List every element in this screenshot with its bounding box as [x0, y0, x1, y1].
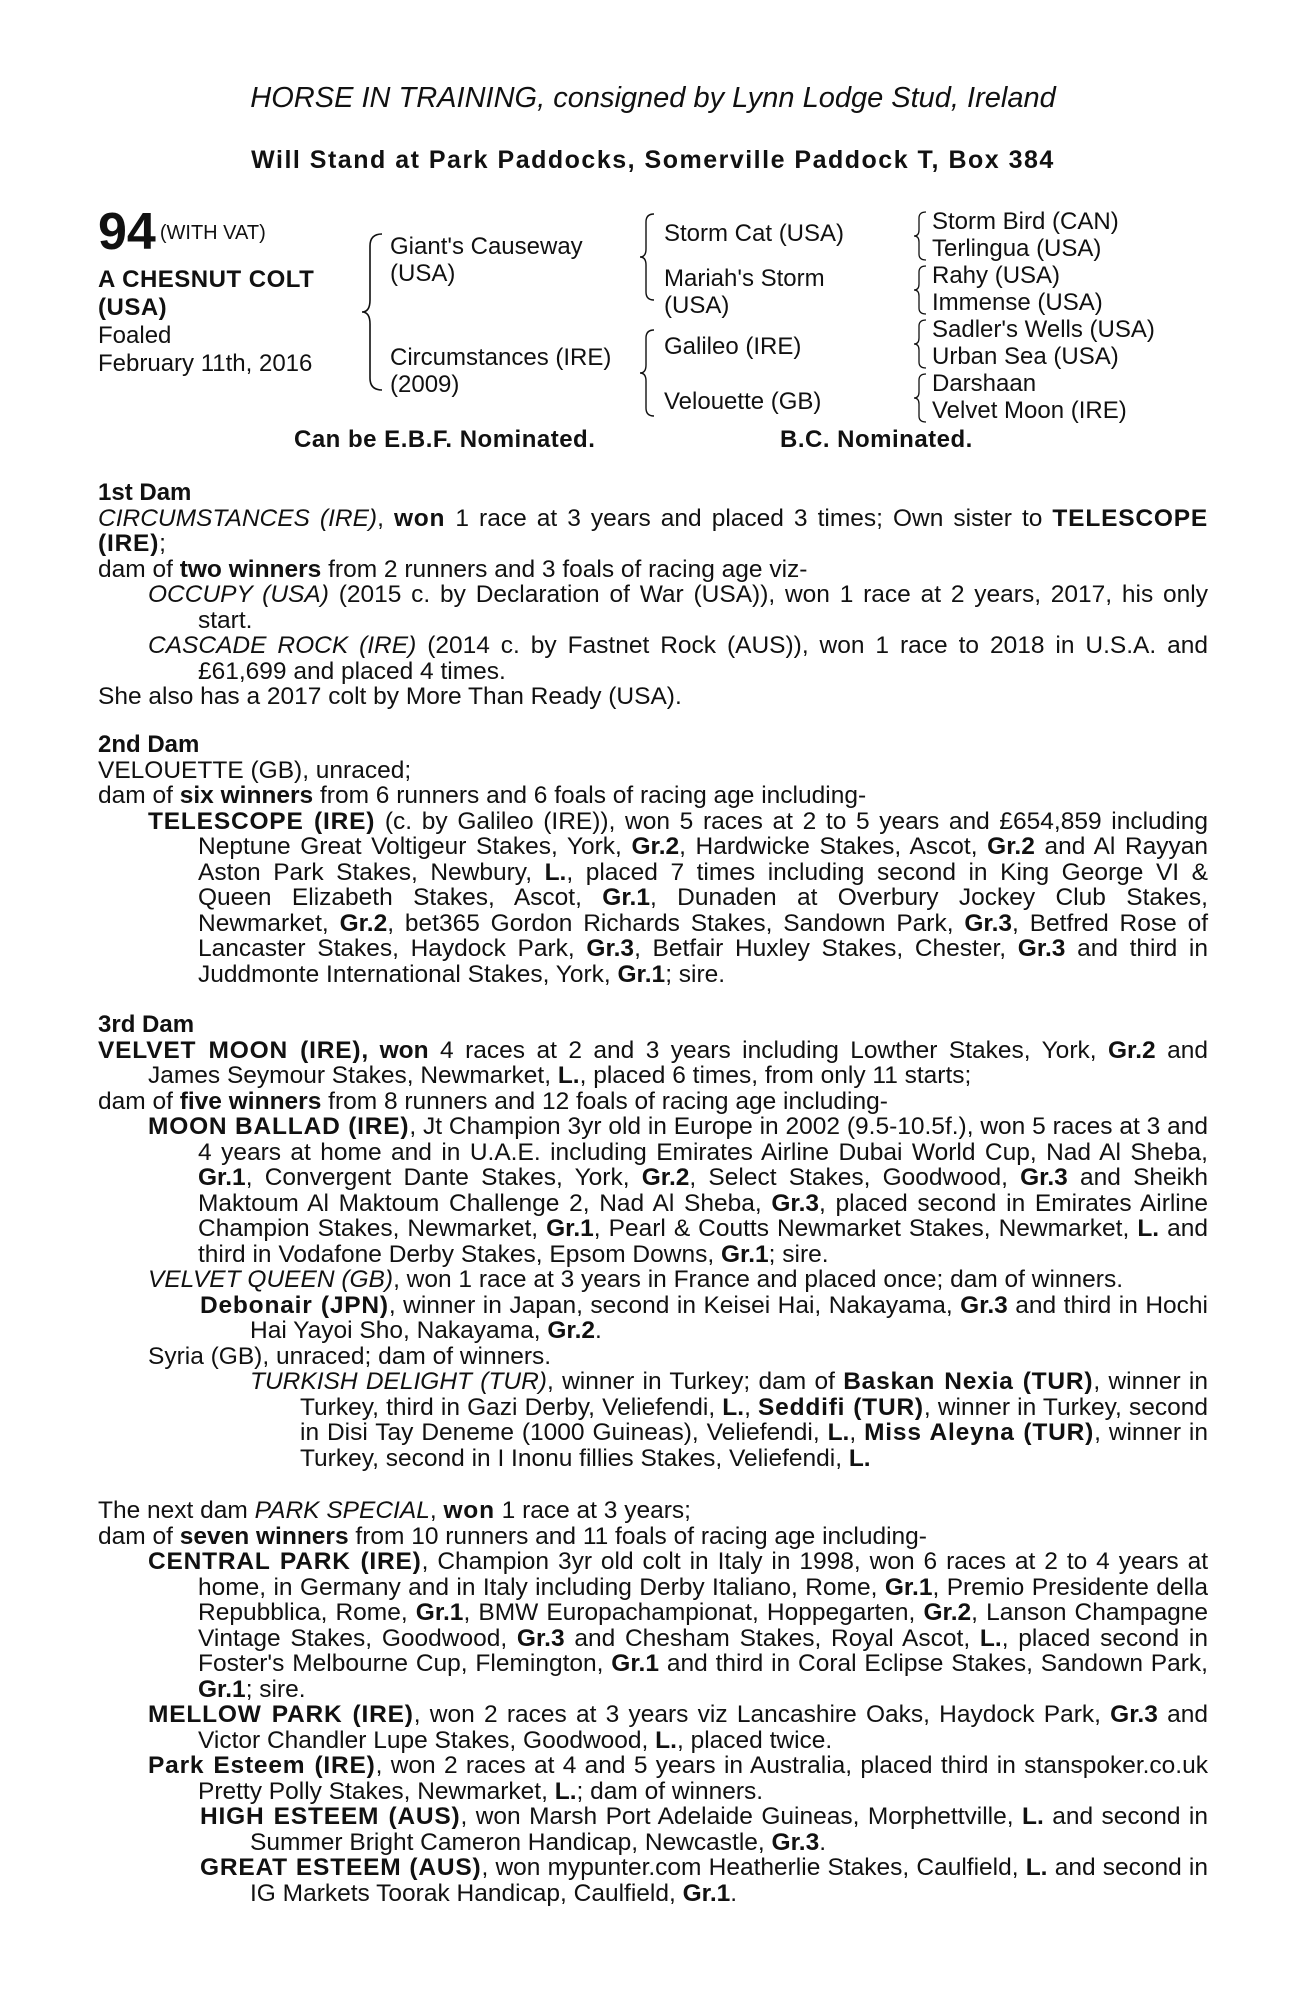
pedigree-sire: Giant's Causeway (USA) [390, 233, 583, 287]
pedigree-brace [638, 212, 656, 302]
progeny-entry: Park Esteem (IRE), won 2 races at 4 and 5 years in Australia, placed third in stanspoker.co.uk Pretty Polly Stakes, Newmarket, L.; dam of winners. [148, 1752, 1208, 1805]
progeny-entry: VELVET QUEEN (GB), won 1 race at 3 years in France and placed once; dam of winners. [148, 1266, 1124, 1293]
dam-name: CIRCUMSTANCES (IRE) [98, 504, 378, 532]
next-dam-section: The next dam PARK SPECIAL, won 1 race at 3 years; dam of seven winners from 10 runners and 11 foals of racing age including- CENTRAL PARK (IRE), Champion 3yr old colt in Italy in 1998, won 6 races at 2 to 4 years at home, in Germany and in Italy including Derby Italiano, Rome, Gr.1, Premio Presidente della Repubblica, Rome, Gr.1, BMW Europachampionat, Hoppegarten, Gr.2, Lanson Champagne Vintage Stakes, Goodwood, Gr.3 and Chesham Stakes, Royal Ascot, L., placed second in Foster's Melbourne Cup, Flemington, Gr.1 and third in Coral Eclipse Stakes, Sandown Park, Gr.1; sire. MELLOW PARK (IRE), won 2 races at 3 years viz Lancashire Oaks, Haydock Park, Gr.3 and Victor Chandler Lupe Stakes, Goodwood, L., placed twice. Park Esteem (IRE), won 2 races at 4 and 5 years in Australia, placed third in stanspoker.co.uk Pretty Polly Stakes, Newmarket, L.; dam of winners. HIGH ESTEEM (AUS), won Marsh Port Adelaide Guineas, Morphettville, L. and second in Summer Bright Cameron Handicap, Newcastle, Gr.3. GREAT ESTEEM (AUS), won mypunter.com Heatherlie Stakes, Caulfield, L. and second in IG Markets Toorak Handicap, Caulfield, Gr.1. [98, 1497, 1209, 1907]
lot-number: 94 [98, 203, 156, 261]
pedigree-gen3: Storm Bird (CAN) Terlingua (USA) Rahy (USA) Immense (USA) Sadler's Wells (USA) Urban Sea (USA) Darshaan Velvet Moon (IRE) [932, 208, 1155, 424]
section-title: 3rd Dam [98, 1011, 195, 1038]
also-note: She also has a 2017 colt by More Than Ready (USA). [98, 683, 682, 710]
lot-description-line: A CHESNUT COLT [98, 266, 315, 293]
pedigree-dam-sire: Galileo (IRE) [664, 333, 802, 360]
progeny-entry: CASCADE ROCK (IRE) (2014 c. by Fastnet Rock (AUS)), won 1 race to 2018 in U.S.A. and £61,699 and placed 4 times. [148, 632, 1208, 685]
lot-description [98, 266, 378, 322]
second-dam-section: 2nd Dam VELOUETTE (GB), unraced; dam of six winners from 6 runners and 6 foals of racing age including- TELESCOPE (IRE) (c. by Galileo (IRE)), won 5 races at 2 to 5 years and £654,859 including Neptune Great Voltigeur Stakes, York, Gr.2, Hardwicke Stakes, Ascot, Gr.2 and Al Rayyan Aston Park Stakes, Newbury, L., placed 7 times including second in King George VI & Queen Elizabeth Stakes, Ascot, Gr.1, Dunaden at Overbury Jockey Club Stakes, Newmarket, Gr.2, bet365 Gordon Richards Stakes, Sandown Park, Gr.3, Betfred Rose of Lancaster Stakes, Haydock Park, Gr.3, Betfair Huxley Stakes, Chester, Gr.3 and third in Juddmonte International Stakes, York, Gr.1; sire. [98, 731, 1209, 988]
pedigree-dam-dam: Velouette (GB) [664, 388, 822, 415]
progeny-entry: Syria (GB), unraced; dam of winners. [148, 1342, 552, 1370]
lot-block [98, 204, 378, 378]
sister-name: TELESCOPE (IRE) [98, 504, 1209, 557]
section-title: 1st Dam [98, 479, 192, 506]
third-dam-section: 3rd Dam VELVET MOON (IRE), won 4 races at 2 and 3 years including Lowther Stakes, York, Gr.2 and James Seymour Stakes, Newmarket, L., placed 6 times, from only 11 starts; dam of five winners from 8 runners and 12 foals of racing age including- MOON BALLAD (IRE), Jt Champion 3yr old in Europe in 2002 (9.5-10.5f.), won 5 races at 3 and 4 years at home and in U.A.E. including Emirates Airline Dubai World Cup, Nad Al Sheba, Gr.1, Convergent Dante Stakes, York, Gr.2, Select Stakes, Goodwood, Gr.3 and Sheikh Maktoum Al Maktoum Challenge 2, Nad Al Sheba, Gr.3, placed second in Emirates Airline Champion Stakes, Newmarket, Gr.1, Pearl & Coutts Newmarket Stakes, Newmarket, L. and third in Vodafone Derby Stakes, Epsom Downs, Gr.1; sire. VELVET QUEEN (GB), won 1 race at 3 years in France and placed once; dam of winners. Debonair (JPN), winner in Japan, second in Keisei Hai, Nakayama, Gr.3 and third in Hochi Hai Yayoi Sho, Nakayama, Gr.2. Syria (GB), unraced; dam of winners. TURKISH DELIGHT (TUR), winner in Turkey; dam of Baskan Nexia (TUR), winner in Turkey, third in Gazi Derby, Veliefendi, L., Seddifi (TUR), winner in Turkey, second in Disi Tay Deneme (1000 Guineas), Veliefendi, L., Miss Aleyna (TUR), winner in Turkey, second in I Inonu fillies Stakes, Veliefendi, L. [98, 1011, 1209, 1472]
foaled-label: Foaled [98, 322, 172, 349]
foaled-date: February 11th, 2016 [98, 350, 313, 377]
progeny-entry: TURKISH DELIGHT (TUR), winner in Turkey; dam of Baskan Nexia (TUR), winner in Turkey, third in Gazi Derby, Veliefendi, L., Seddifi (TUR), winner in Turkey, second in Disi Tay Deneme (1000 Guineas), Veliefendi, L., Miss Aleyna (TUR), winner in Turkey, second in I Inonu fillies Stakes, Veliefendi, L. [250, 1368, 1208, 1472]
first-dam-section: 1st Dam CIRCUMSTANCES (IRE), won 1 race at 3 years and placed 3 times; Own sister to TELESCOPE (IRE); dam of two winners from 2 runners and 3 foals of racing age viz- OCCUPY (USA) (2015 c. by Declaration of War (USA)), won 1 race at 2 years, 2017, his only start. CASCADE ROCK (IRE) (2014 c. by Fastnet Rock (AUS)), won 1 race to 2018 in U.S.A. and £61,699 and placed 4 times. She also has a 2017 colt by More Than Ready (USA). [98, 479, 1209, 710]
section-title: 2nd Dam [98, 731, 200, 758]
pedigree-brace [912, 210, 928, 262]
ebf-nomination: Can be E.B.F. Nominated. [294, 426, 596, 453]
progeny-entry: OCCUPY (USA) (2015 c. by Declaration of War (USA)), won 1 race at 2 years, 2017, his only start. [148, 581, 1208, 634]
pedigree-sire-dam: Mariah's Storm (USA) [664, 265, 825, 319]
progeny-entry: HIGH ESTEEM (AUS), won Marsh Port Adelaide Guineas, Morphettville, L. and second in Summer Bright Cameron Handicap, Newcastle, Gr.3. [200, 1803, 1209, 1856]
stabling-location: Will Stand at Park Paddocks, Somerville Paddock T, Box 384 [251, 146, 1055, 174]
pedigree-brace [912, 372, 928, 424]
pedigree-brace [912, 318, 928, 370]
progeny-entry: Debonair (JPN), winner in Japan, second in Keisei Hai, Nakayama, Gr.3 and third in Hochi Hai Yayoi Sho, Nakayama, Gr.2. [200, 1291, 1208, 1344]
pedigree-dam: Circumstances (IRE) (2009) [390, 344, 612, 398]
lot-description-line: (USA) [98, 294, 168, 321]
progeny-entry: MELLOW PARK (IRE), won 2 races at 3 years viz Lancashire Oaks, Haydock Park, Gr.3 and Victor Chandler Lupe Stakes, Goodwood, L., placed twice. [148, 1701, 1208, 1754]
foaled-info [98, 322, 378, 378]
progeny-entry: MOON BALLAD (IRE), Jt Champion 3yr old in Europe in 2002 (9.5-10.5f.), won 5 races at 3 and 4 years at home and in U.A.E. including Emirates Airline Dubai World Cup, Nad Al Sheba, Gr.1, Convergent Dante Stakes, York, Gr.2, Select Stakes, Goodwood, Gr.3 and Sheikh Maktoum Al Maktoum Challenge 2, Nad Al Sheba, Gr.3, placed second in Emirates Airline Champion Stakes, Newmarket, Gr.1, Pearl & Coutts Newmarket Stakes, Newmarket, L. and third in Vodafone Derby Stakes, Epsom Downs, Gr.1; sire. [148, 1113, 1208, 1268]
vat-note: (WITH VAT) [159, 222, 266, 244]
bc-nomination: B.C. Nominated. [780, 426, 973, 453]
progeny-entry: TELESCOPE (IRE) (c. by Galileo (IRE)), won 5 races at 2 to 5 years and £654,859 including Neptune Great Voltigeur Stakes, York, Gr.2, Hardwicke Stakes, Ascot, Gr.2 and Al Rayyan Aston Park Stakes, Newbury, L., placed 7 times including second in King George VI & Queen Elizabeth Stakes, Ascot, Gr.1, Dunaden at Overbury Jockey Club Stakes, Newmarket, Gr.2, bet365 Gordon Richards Stakes, Sandown Park, Gr.3, Betfred Rose of Lancaster Stakes, Haydock Park, Gr.3, Betfair Huxley Stakes, Chester, Gr.3 and third in Juddmonte International Stakes, York, Gr.1; sire. [148, 807, 1209, 988]
pedigree-brace [912, 264, 928, 316]
pedigree-brace [638, 328, 656, 418]
pedigree-sire-sire: Storm Cat (USA) [664, 220, 845, 247]
progeny-entry: CENTRAL PARK (IRE), Champion 3yr old colt in Italy in 1998, won 6 races at 2 to 4 years at home, in Germany and in Italy including Derby Italiano, Rome, Gr.1, Premio Presidente della Repubblica, Rome, Gr.1, BMW Europachampionat, Hoppegarten, Gr.2, Lanson Champagne Vintage Stakes, Goodwood, Gr.3 and Chesham Stakes, Royal Ascot, L., placed second in Foster's Melbourne Cup, Flemington, Gr.1 and third in Coral Eclipse Stakes, Sandown Park, Gr.1; sire. [148, 1548, 1209, 1703]
page-title: HORSE IN TRAINING, consigned by Lynn Lodge Stud, Ireland [250, 82, 1056, 114]
progeny-entry: GREAT ESTEEM (AUS), won mypunter.com Heatherlie Stakes, Caulfield, L. and second in IG Markets Toorak Handicap, Caulfield, Gr.1. [200, 1854, 1208, 1907]
pedigree-brace [360, 232, 384, 392]
